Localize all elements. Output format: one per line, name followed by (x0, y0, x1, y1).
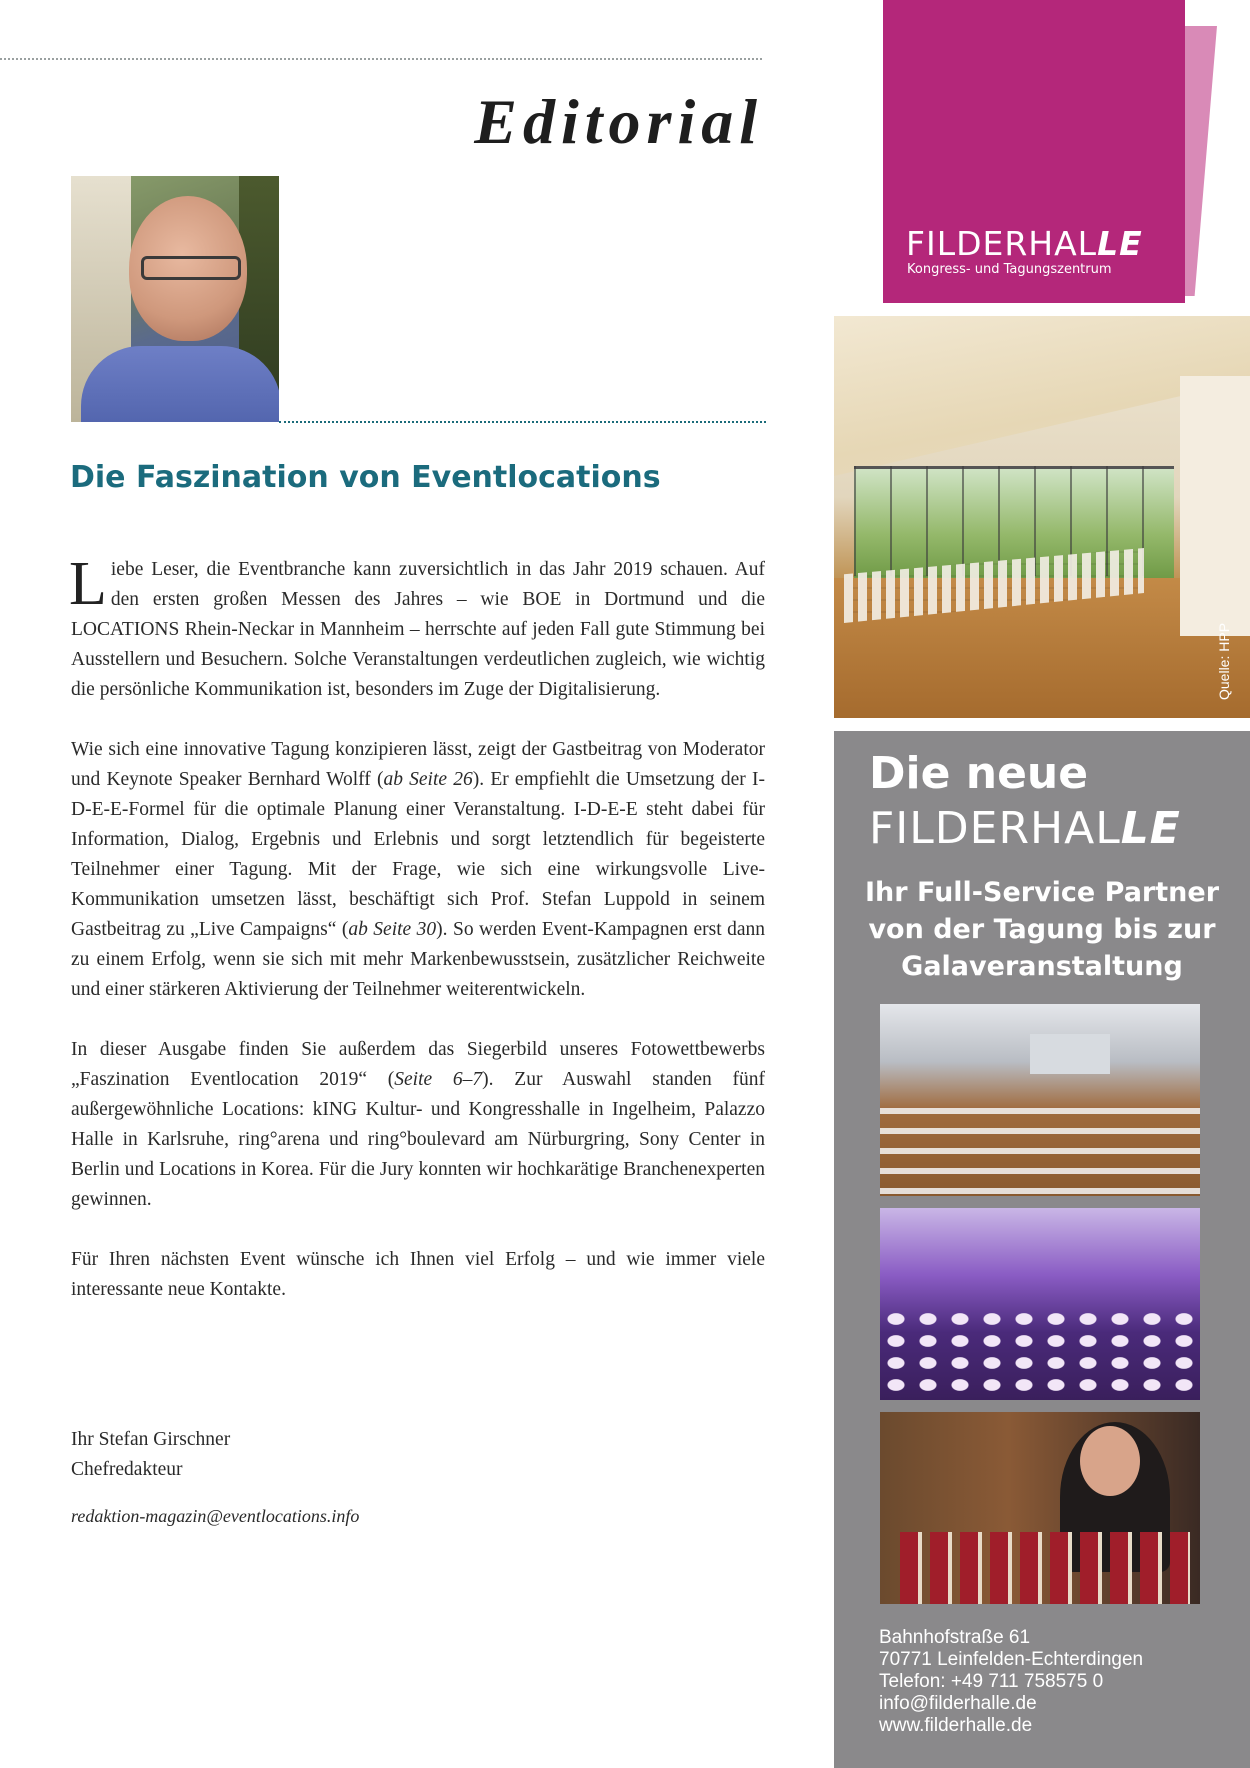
gala-hall-photo (880, 1208, 1200, 1400)
hall-interior-photo (834, 316, 1250, 718)
signature-role: Chefredakteur (71, 1459, 183, 1480)
ad-tagline: Ihr Full-Service Partner von der Tagung bis zur Galaveranstaltung (864, 877, 1220, 982)
page-reference: ab Seite 26 (383, 769, 473, 790)
photo-credit: Quelle: HPP (1216, 622, 1232, 700)
page-reference: Seite 6–7 (394, 1069, 483, 1090)
paragraph-4: Für Ihren nächsten Event wünsche ich Ihnen viel Erfolg – und wie immer viele interessante neue Kontakte. (71, 1249, 765, 1300)
address-street: Bahnhofstraße 61 (879, 1627, 1031, 1648)
ad-headline: Die neue (869, 748, 1089, 799)
paragraph-1: Liebe Leser, die Eventbranche kann zuversichtlich in das Jahr 2019 schauen. Auf den ersten großen Messen des Jahres – wie BOE in Dortmund und die LOCATIONS Rhein-Neckar in Mannheim – herrschte auf jeden Fall gute Stimmung bei Ausstellern und Besuchern. Solche Veranstaltungen verdeutlichen zugleich, wie wichtig die persönliche Kommunikation ist, besonders im Zuge der Digitalisierung. (69, 550, 765, 700)
editor-email-link[interactable]: redaktion-magazin@eventlocations.info (71, 1506, 360, 1526)
portrait-dotted-rule (279, 421, 766, 423)
paragraph-2: Wie sich eine innovative Tagung konzipieren lässt, zeigt der Gastbeitrag von Moderator und Keynote Speaker Bernhard Wolff (ab Seite 26). Er empfiehlt die Umsetzung der I-D-E-E-Formel für die optimale Planung einer Veranstaltung. I-D-E-E steht dabei für Information, Dialog, Ergebnis und Erlebnis und sorgt letztendlich für begeisterte Teilnehmer einer Tagung. Mit der Frage, wie sich eine wirkungsvolle Live-Kommunikation umsetzen lässt, beschäftigt sich Prof. Stefan Luppold in seinem Gastbeitrag zu „Live Campaigns“ (ab Seite 30). So werden Event-Kampagnen erst dann zu einem Erfolg, wenn sie sich mit mehr Markenbewusstsein, zusätzlicher Reichweite und einer stärkeren Aktivierung der Teilnehmer weiterentwickeln. (71, 739, 765, 1000)
logo-box-shadow (1185, 26, 1217, 296)
conference-hall-photo (880, 1004, 1200, 1196)
signature-name: Ihr Stefan Girschner (71, 1429, 231, 1450)
page-reference: ab Seite 30 (348, 919, 437, 940)
catering-photo (880, 1412, 1200, 1604)
article-headline: Die Faszination von Eventlocations (70, 460, 661, 495)
filderhalle-logo: FILDERHALLE (906, 224, 1143, 263)
author-portrait (71, 176, 279, 422)
address-website-link[interactable]: www.filderhalle.de (879, 1715, 1033, 1736)
signature (71, 1425, 230, 1485)
address-phone: Telefon: +49 711 758575 0 (879, 1671, 1104, 1692)
article-body (69, 550, 765, 1335)
address-city: 70771 Leinfelden-Echterdingen (879, 1649, 1144, 1670)
address-email-link[interactable]: info@filderhalle.de (879, 1693, 1037, 1714)
page-title: Editorial (474, 86, 763, 157)
paragraph-3: In dieser Ausgabe finden Sie außerdem das Siegerbild unseres Fotowettbewerbs „Faszination Eventlocation 2019“ (Seite 6–7). Zur Auswahl standen fünf außergewöhnliche Locations: kING Kultur- und Kongresshalle in Ingelheim, Palazzo Halle in Karlsruhe, ring°arena und ring°boulevard am Nürburgring, Sony Center in Berlin und Locations in Korea. Für die Jury konnten wir hochkarätige Branchenexperten gewinnen. (71, 1039, 765, 1210)
drop-cap: L (69, 550, 107, 618)
logo-subtitle: Kongress- und Tagungszentrum (907, 262, 1112, 277)
ad-filderhalle-logo: FILDERHALLE (869, 803, 1181, 854)
ad-contact-address (879, 1627, 1143, 1737)
top-dotted-rule (0, 58, 762, 60)
